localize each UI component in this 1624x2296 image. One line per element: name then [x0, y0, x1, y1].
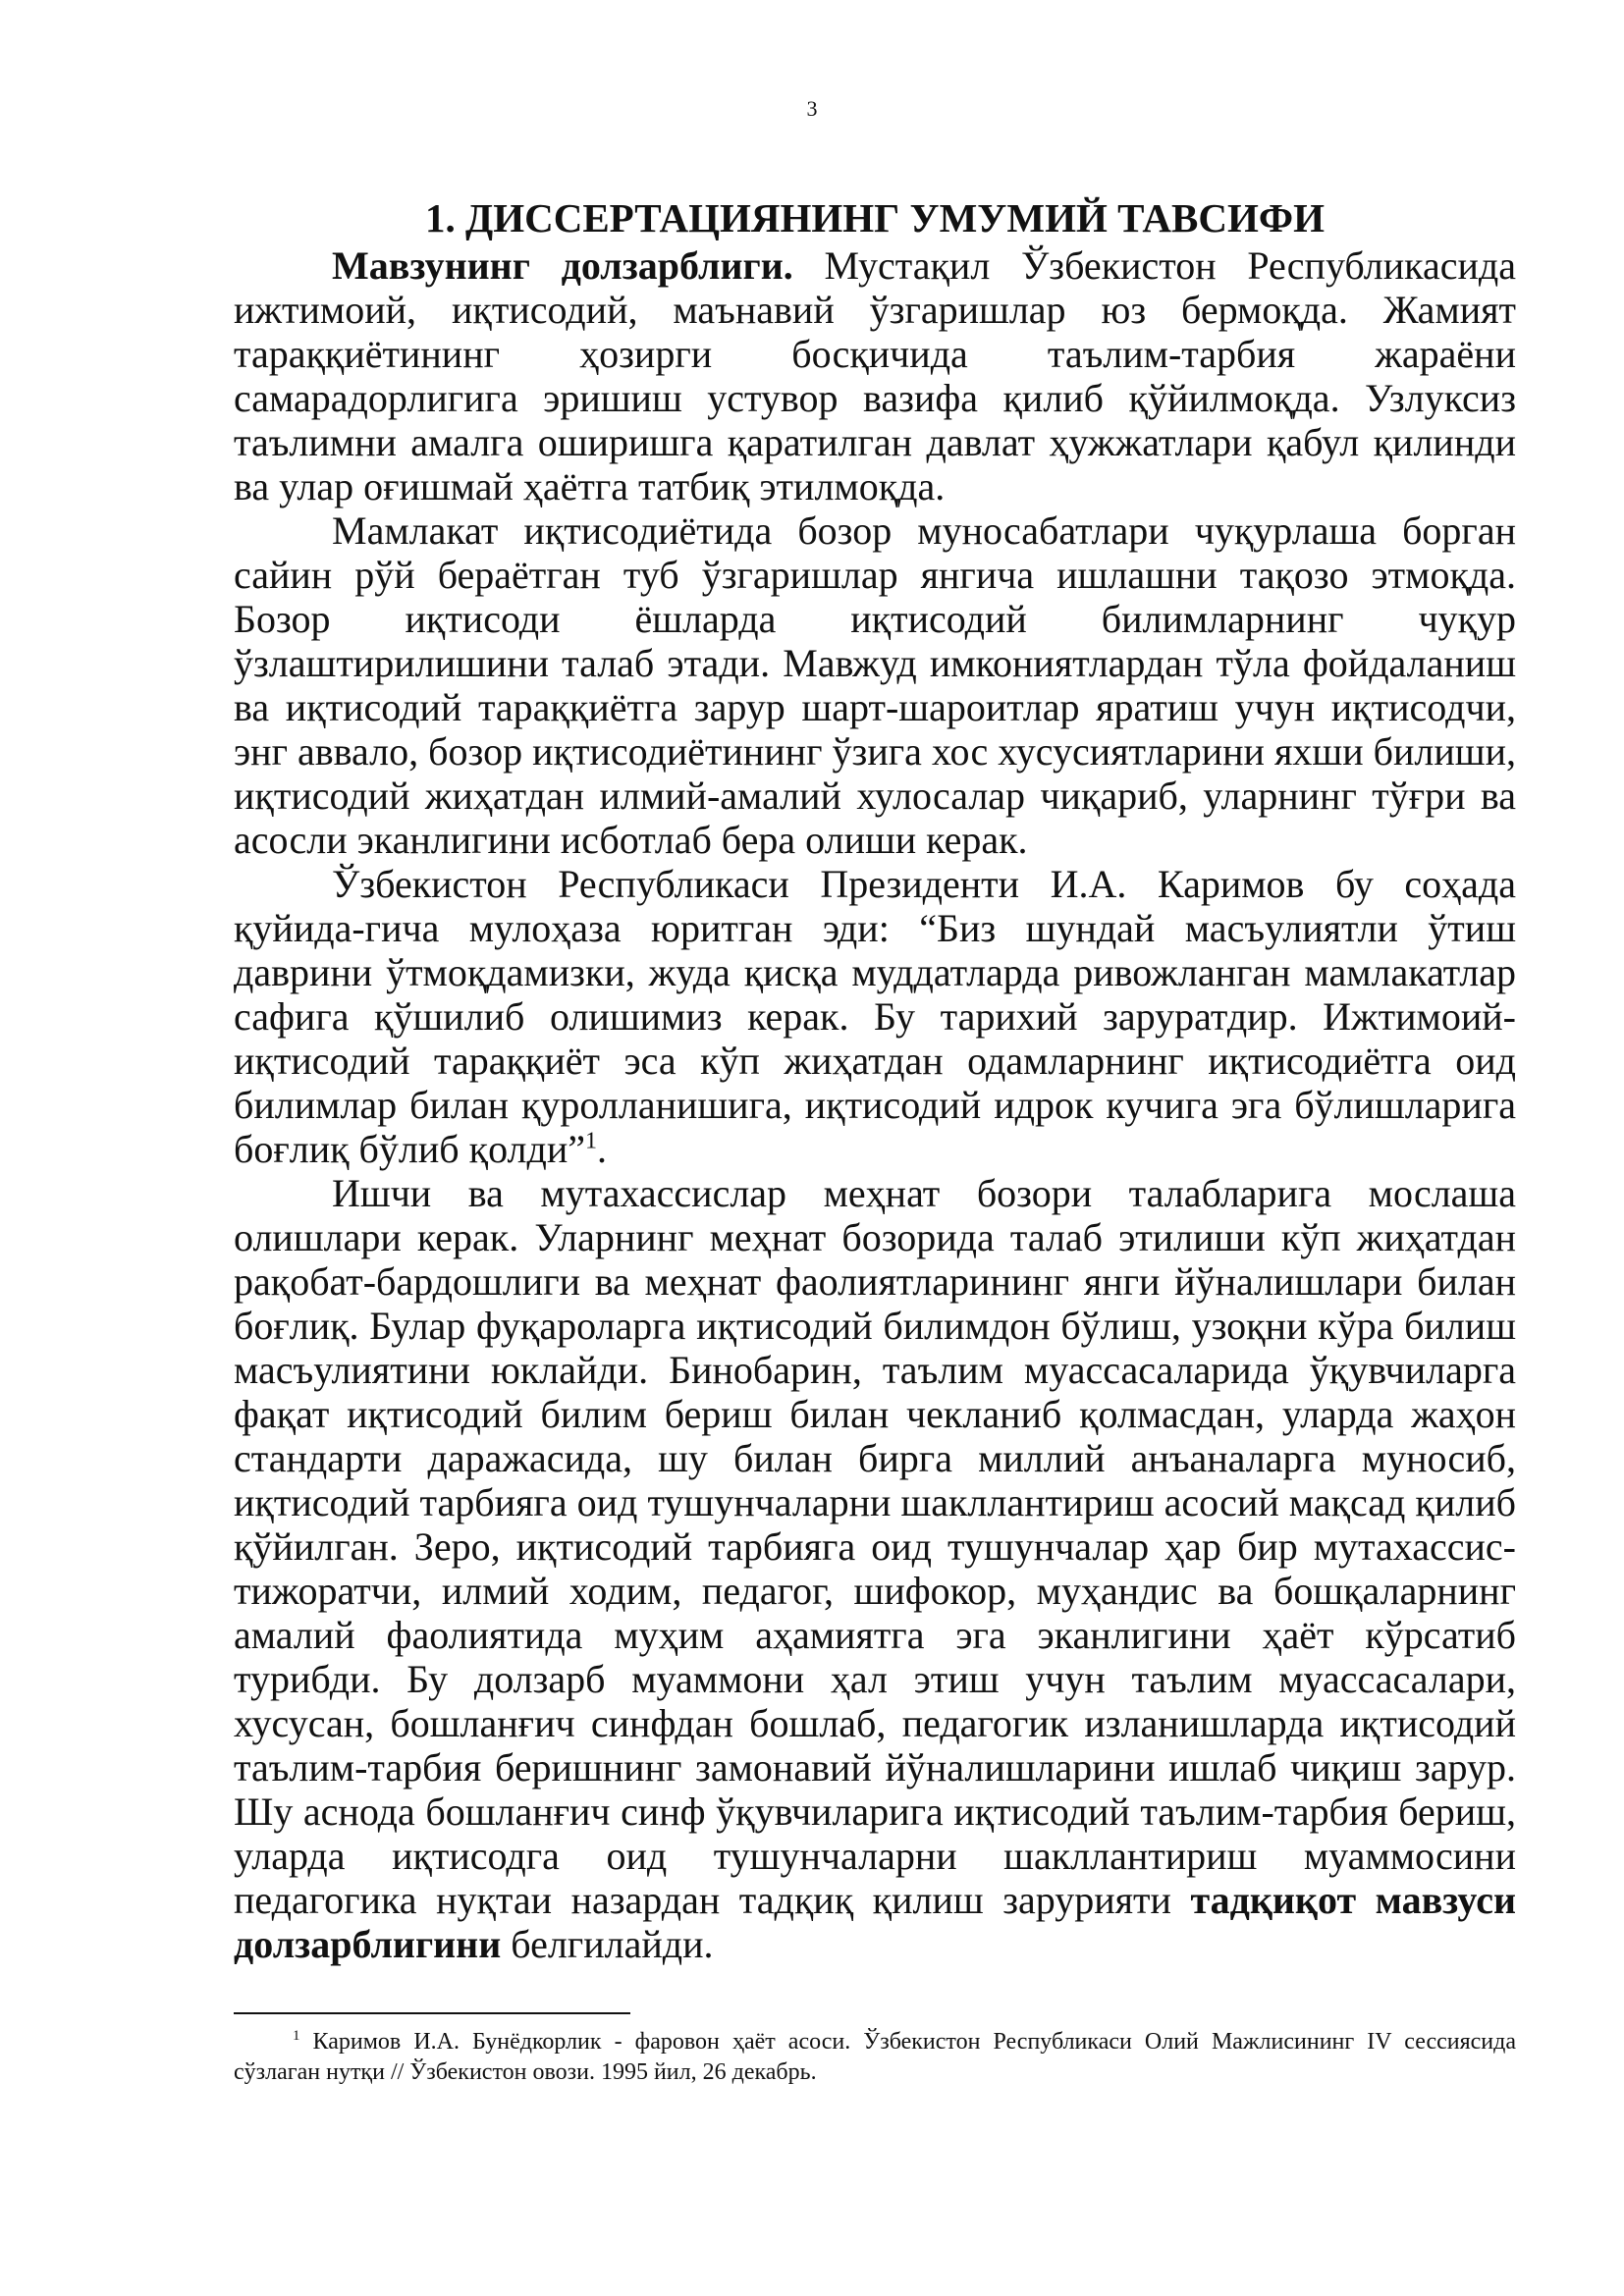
footnote-ref: 1 — [585, 1128, 598, 1154]
paragraph-4-bold: тадқиқот мавзуси долзарблигини — [234, 1878, 1516, 1966]
paragraph-3 — [234, 862, 1516, 1171]
section-title: 1. ДИССЕРТАЦИЯНИНГ УМУМИЙ ТАВСИФИ — [425, 195, 1325, 240]
document-body — [234, 243, 1516, 1966]
footnote-text: Каримов И.А. Бунёдкорлик - фаровон ҳаёт асоси. Ўзбекистон Республикаси Олий Мажлисининг IV сессиясида сўзлаган нутқи // Ўзбекистон овози. 1995 йил, 26 декабрь. — [234, 2029, 1516, 2085]
footnote-number: 1 — [293, 2028, 300, 2044]
paragraph-3-text: Ўзбекистон Республикаси Президенти И.А. Каримов бу соҳада қуйида-гича мулоҳаза юритган эди: “Биз шундай масъулиятли ўтиш даврини ўтмоқдамизки, жуда қисқа муддатларда ривожланган мамлакатлар сафига қўшилиб олишимиз керак. Бу тарихий заруратдир. Ижтимоий-иқтисодий тараққиёт эса кўп жиҳатдан одамларнинг иқтисодиётга оид билимлар билан қуролланишига, иқтисодий идрок кучига эга бўлишларига боғлиқ бўлиб қолди” — [234, 862, 1516, 1171]
paragraph-4-text: Ишчи ва мутахассислар меҳнат бозори талабларига мослаша олишлари керак. Уларнинг меҳнат бозорида талаб этилиши кўп жиҳатдан рақобат-бардошлиги ва меҳнат фаолиятларининг янги йўналишлари билан боғлиқ. Булар фуқароларга иқтисодий билимдон бўлиш, узоқни кўра билиш масъулиятини юклайди. Бинобарин, таълим муассасаларида ўқувчиларга фақат иқтисодий билим бериш билан чекланиб қолмасдан, уларда жаҳон стандарти даражасида, шу билан бирга миллий анъаналарга муносиб, иқтисодий тарбияга оид тушунчаларни шакллантириш асосий мақсад қилиб қўйилган. Зеро, иқтисодий тарбияга оид тушунчалар ҳар бир мутахассис-тижоратчи, илмий ходим, педагог, шифокор, муҳандис ва бошқаларнинг амалий фаолиятида муҳим аҳамиятга эга эканлигини ҳаёт кўрсатиб турибди. Бу долзарб муаммони ҳал этиш учун таълим муассасалари, хусусан, бошланғич синфдан бошлаб, педагогик изланишларда иқтисодий таълим-тарбия беришнинг замонавий йўналишларини ишлаб чиқиш зарур. Шу аснода бошланғич синф ўқувчиларига иқтисодий таълим-тарбия бериш, уларда иқтисодга оид тушунчаларни шакллантириш муаммосини педагогика нуқтаи назардан тадқиқ қилиш зарурияти — [234, 1171, 1516, 1922]
footnote — [234, 2027, 1516, 2088]
paragraph-4-end: белгилайди. — [501, 1922, 714, 1966]
relevance-heading: Мавзунинг долзарблиги. — [332, 243, 793, 288]
page-number: 3 — [806, 96, 818, 121]
paragraph-1-text: Мустақил Ўзбекистон Республикасида ижтимоий, иқтисодий, маънавий ўзгаришлар юз бермоқда. Жамият тараққиётининг ҳозирги босқичида таълим-тарбия жараёни самарадорлигига эришиш устувор вазифа қилиб қўйилмоқда. Узлуксиз таълимни амалга оширишга қаратилган давлат ҳужжатлари қабул қилинди ва улар оғишмай ҳаётга татбиқ этилмоқда. — [234, 243, 1516, 508]
paragraph-4 — [234, 1171, 1516, 1966]
footnote-text-block — [234, 2027, 1516, 2088]
paragraph-3-end: . — [597, 1127, 608, 1171]
footnote-divider — [234, 2012, 630, 2014]
paragraph-relevance — [234, 243, 1516, 508]
paragraph-2: Мамлакат иқтисодиётида бозор муносабатлари чуқурлаша борган сайин рўй бераётган туб ўзгаришлар янгича ишлашни тақозо этмоқда. Бозор иқтисоди ёшларда иқтисодий билимларнинг чуқур ўзлаштирилишини талаб этади. Мавжуд имкониятлардан тўла фойдаланиш ва иқтисодий тараққиётга зарур шарт-шароитлар яратиш учун иқтисодчи, энг аввало, бозор иқтисодиётининг ўзига хос хусусиятларини яхши билиши, иқтисодий жиҳатдан илмий-амалий хулосалар чиқариб, уларнинг тўғри ва асосли эканлигини исботлаб бера олиши керак. — [234, 508, 1516, 862]
